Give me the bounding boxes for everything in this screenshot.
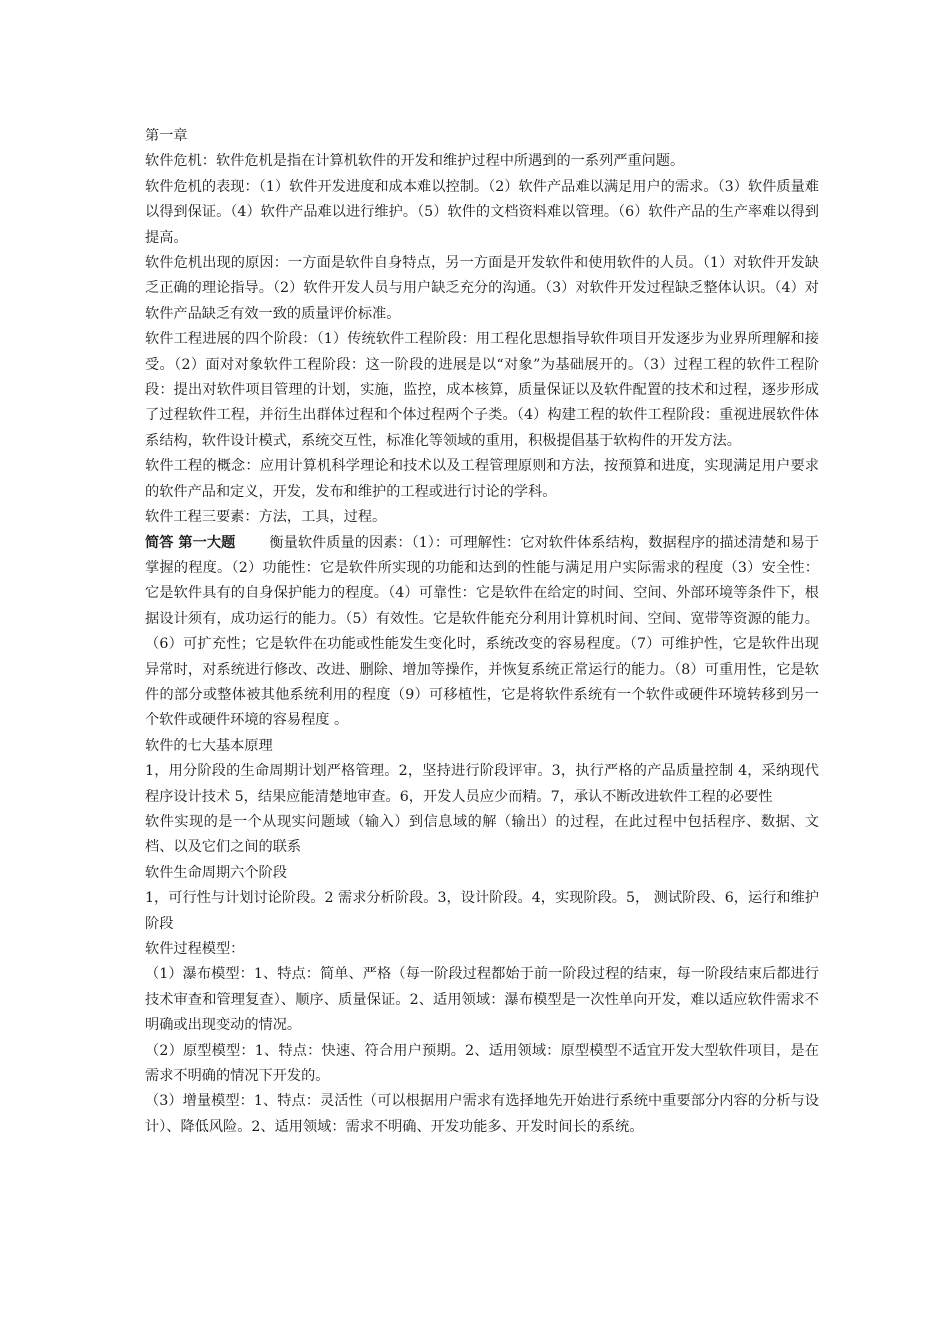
paragraph-software-crisis: 软件危机：软件危机是指在计算机软件的开发和维护过程中所遇到的一系列严重问题。 [145, 153, 685, 170]
qa-heading: 简答 第一大题 [145, 534, 236, 551]
paragraph-prototype-model: （2）原型模型：1、特点：快速、符合用户预期。2、适用领域：原型模型不适宜开发大型软件项目，是在需求不明确的情况下开发的。 [145, 1042, 819, 1085]
paragraph-incremental-model: （3）增量模型：1、特点：灵活性（可以根据用户需求有选择地先开始进行系统中重要部分内容的分析与设计）、降低风险。2、适用领域：需求不明确、开发功能多、开发时间长的系统。 [145, 1093, 819, 1135]
paragraph-se-concept: 软件工程的概念：应用计算机科学理论和技术以及工程管理原则和方法，按预算和进度，实现满足用户要求的软件产品和定义，开发，发布和维护的工程或进行讨论的学科。 [145, 458, 819, 500]
paragraph-crisis-symptoms: 软件危机的表现：（1）软件开发进度和成本难以控制。（2）软件产品难以满足用户的需求。（3）软件质量难以得到保证。（4）软件产品难以进行维护。（5）软件的文档资料难以管理。（6）软件产品的生产率难以得到提高。 [145, 178, 819, 246]
paragraph-quality-factors [145, 531, 819, 734]
document-page [145, 124, 819, 1140]
paragraph-se-elements: 软件工程三要素：方法，工具，过程。 [145, 509, 387, 526]
chapter-title: 第一章 [145, 128, 188, 144]
paragraph-lifecycle-stages: 1，可行性与计划讨论阶段。2 需求分析阶段。3，设计阶段。4，实现阶段。5， 测试阶段、6，运行和维护阶段 [145, 890, 819, 932]
paragraph-process-models-title: 软件过程模型： [145, 941, 245, 957]
paragraph-software-realization: 软件实现的是一个从现实问题域（输入）到信息域的解（输出）的过程，在此过程中包括程序、数据、文档、以及它们之间的联系 [145, 813, 819, 856]
paragraph-seven-principles-title: 软件的七大基本原理 [145, 737, 273, 754]
paragraph-seven-principles: 1，用分阶段的生命周期计划严格管理。2，坚持进行阶段评审。3，执行严格的产品质量控制 4，采纳现代程序设计技术 5，结果应能清楚地审查。6，开发人员应少而精。7，承认不断改进软件工程的必要性 [145, 763, 819, 805]
paragraph-waterfall-model: （1）瀑布模型：1、特点：简单、严格（每一阶段过程都始于前一阶段过程的结束，每一阶段结束后都进行技术审查和管理复查）、顺序、质量保证。2、适用领域：瀑布模型是一次性单向开发，难以适应软件需求不明确或出现变动的情况。 [145, 966, 819, 1034]
paragraph-lifecycle-title: 软件生命周期六个阶段 [145, 864, 287, 881]
paragraph-four-stages: 软件工程进展的四个阶段：（1）传统软件工程阶段：用工程化思想指导软件项目开发逐步为业界所理解和接受。（2）面对对象软件工程阶段：这一阶段的进展是以“对象”为基础展开的。（3）过程工程的软件工程阶段：提出对软件项目管理的计划，实施，监控，成本核算，质量保证以及软件配置的技术和过程，逐步形成了过程软件工程，并衍生出群体过程和个体过程两个子类。（4）构建工程的软件工程阶段：重视进展软件体系结构，软件设计模式，系统交互性，标准化等领域的重用，积极提倡基于软构件的开发方法。 [145, 331, 819, 449]
paragraph-crisis-causes: 软件危机出现的原因：一方面是软件自身特点，另一方面是开发软件和使用软件的人员。（1）对软件开发缺乏正确的理论指导。（2）软件开发人员与用户缺乏充分的沟通。（3）对软件开发过程缺乏整体认识。（4）对软件产品缺乏有效一致的质量评价标准。 [145, 255, 819, 322]
qa-text: 衡量软件质量的因素：（1）：可理解性：它对软件体系结构，数据程序的描述清楚和易于掌握的程度。（2）功能性：它是软件所实现的功能和达到的性能与满足用户实际需求的程度（3）安全性：它是软件具有的自身保护能力的程度。（4）可靠性：它是软件在给定的时间、空间、外部环境等条件下，根据设计须有，成功运行的能力。（5）有效性。它是软件能充分利用计算机时间、空间、宽带等资源的能力。（6）可扩充性；它是软件在功能或性能发生变化时，系统改变的容易程度。（7）可维护性，它是软件出现异常时，对系统进行修改、改进、删除、增加等操作，并恢复系统正常运行的能力。（8）可重用性，它是软件的部分或整体被其他系统利用的程度（9）可移植性，它是将软件系统有一个软件或硬件环境转移到另一个软件或硬件环境的容易程度 。 [145, 534, 819, 729]
